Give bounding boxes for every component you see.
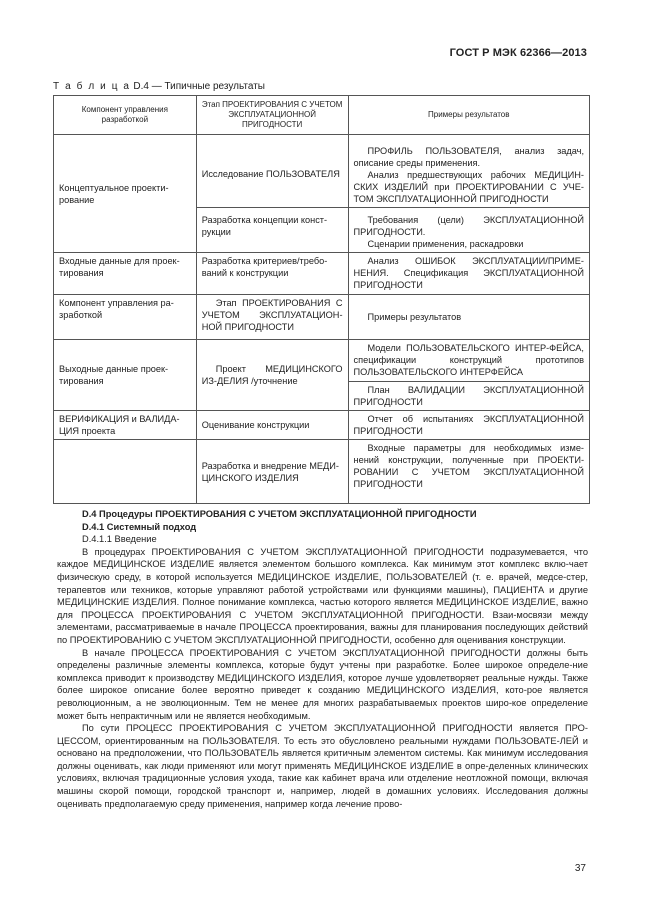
stage-cell: Разработка и внедрение МЕДИ-ЦИНСКОГО ИЗДЕЛИЯ xyxy=(196,440,348,504)
result-line: Требования (цели) ЭКСПЛУАТАЦИОННОЙ ПРИГОДНОСТИ. xyxy=(353,215,584,237)
page-number: 37 xyxy=(574,863,586,874)
result-line: Сценарии применения, раскадровки xyxy=(367,239,524,249)
table-caption-title: D.4 — Типичные результаты xyxy=(130,81,265,92)
component-cell: Компонент управления ра-зработкой xyxy=(54,295,197,340)
result-cell xyxy=(348,135,589,208)
table-row xyxy=(54,440,590,504)
header-stage: Этап ПРОЕКТИРОВАНИЯ С УЧЕТОМ ЭКСПЛУАТАЦИОННОЙ ПРИГОДНОСТИ xyxy=(196,96,348,135)
subsection-heading: D.4.1 Системный подход xyxy=(82,521,197,532)
table-row xyxy=(54,340,590,382)
stage-cell: Оценивание конструкции xyxy=(196,411,348,440)
result-line: Примеры результатов xyxy=(367,312,462,322)
result-line: Анализ ОШИБОК ЭКСПЛУАТАЦИИ/ПРИМЕ-НЕНИЯ. Спецификация ЭКСПЛУАТАЦИОННОЙ ПРИГОДНОСТИ xyxy=(353,256,584,290)
paragraph: По сути ПРОЦЕСС ПРОЕКТИРОВАНИЯ С УЧЕТОМ ЭКСПЛУАТАЦИОННОЙ ПРИГОДНОСТИ является ПРО-ЦЕССОМ, ориентированным на ПОЛЬЗОВАТЕЛЯ. То есть это обусловлено реальными нуждами ПОЛЬЗОВАТЕ-ЛЕЙ и основано на предположении, что ПОЛЬЗОВАТЕЛЬ является критичным элементом системы. Как минимум исследования должны оценивать, как люди применяют или могут применять МЕДИЦИНСКОЕ ИЗДЕЛИЕ в опре-деленных клинических условиях, включая традиционные условия ухода, такие как кабинет врача или отделение неотложной помощи, включая машины скорой помощи, городской транспорт и, например, людей в домашних условиях. Исследования должны оценивать предполагаемую среду применения, например когда лечение прово- xyxy=(57,723,588,809)
subsubsection-heading: D.4.1.1 Введение xyxy=(82,534,157,545)
result-line: Анализ предшествующих рабочих МЕДИЦИН-СКИХ ИЗДЕЛИЙ при ПРОЕКТИРОВАНИИ С УЧЕ-ТОМ ЭКСПЛУАТАЦИОННОЙ ПРИГОДНОСТИ xyxy=(353,170,584,204)
result-cell xyxy=(348,295,589,340)
table-header-row xyxy=(54,96,590,135)
component-cell: ВЕРИФИКАЦИЯ и ВАЛИДА-ЦИЯ проекта xyxy=(54,411,197,440)
result-line: Отчет об испытаниях ЭКСПЛУАТАЦИОННОЙ ПРИГОДНОСТИ xyxy=(353,414,584,436)
component-cell xyxy=(54,440,197,504)
stage-cell: Разработка концепции конст-рукции xyxy=(196,208,348,253)
result-line: Входные параметры для необходимых изме-нений конструкции, полученные при ПРОЕКТИ-РОВАНИИ С УЧЕТОМ ЭКСПЛУАТАЦИОННОЙ ПРИГОДНОСТИ xyxy=(353,443,584,489)
table-caption-prefix: Т а б л и ц а xyxy=(53,81,131,92)
paragraph: В начале ПРОЦЕССА ПРОЕКТИРОВАНИЯ С УЧЕТОМ ЭКСПЛУАТАЦИОННОЙ ПРИГОДНОСТИ должны быть определены различные элементы комплекса, которые будут учтены при разработке. Более широкое определе-ние комплекса приводит к производству МЕДИЦИНСКОГО ИЗДЕЛИЯ, которое лучше удовлетворяет реальные нужды. Также более широкое описание более вероятно приведет к созданию МЕДИЦИНСКОГО ИЗДЕЛИЯ, кото-рое является революционным, а не эволюционным. Тем не менее для многих разрабатываемых проектов широ-кое определение может быть непрактичным или не является необходимым. xyxy=(57,647,588,721)
component-cell: Входные данные для проек-тирования xyxy=(54,253,197,295)
result-cell xyxy=(348,411,589,440)
stage-text: Этап ПРОЕКТИРОВАНИЯ С УЧЕТОМ ЭКСПЛУАТАЦИОН-НОЙ ПРИГОДНОСТИ xyxy=(201,298,343,332)
document-standard-id: ГОСТ Р МЭК 62366—2013 xyxy=(449,47,587,59)
result-cell xyxy=(348,340,589,382)
stage-cell: Разработка критериев/требо-ваний к конструкции xyxy=(196,253,348,295)
table-caption xyxy=(53,81,265,92)
result-line: ПРОФИЛЬ ПОЛЬЗОВАТЕЛЯ, анализ задач, описание среды применения. xyxy=(353,146,584,168)
header-component: Компонент управления разработкой xyxy=(54,96,197,135)
result-cell xyxy=(348,382,589,411)
table-row xyxy=(54,411,590,440)
table-row xyxy=(54,135,590,208)
paragraph: В процедурах ПРОЕКТИРОВАНИЯ С УЧЕТОМ ЭКСПЛУАТАЦИОННОЙ ПРИГОДНОСТИ подразумевается, что каждое МЕДИЦИНСКОЕ ИЗДЕЛИЕ является элементом большого комплекса. Как минимум этот комплекс вклю-чает физическую среду, в которой используется МЕДИЦИНСКОЕ ИЗДЕЛИЕ, ПОЛЬЗОВАТЕЛЕЙ (т. е. врачей, медсе-стер, терапевтов или техников, которые управляют работой устройствами или функциями машины), ПАЦИЕНТА и другие МЕДИЦИНСКИЕ ИЗДЕЛИЯ. Полное понимание комплекса, частью которого является МЕДИЦИНСКОЕ ИЗДЕЛИЕ, важно для ПРОЦЕССА ПРОЕКТИРОВАНИЯ С УЧЕТОМ ЭКСПЛУАТАЦИОННОЙ ПРИГОДНОСТИ. Взаи-мосвязи между элементами, рассматриваемые в начале ПРОЦЕССА проектирования, важны для планирования последующих действий по ПРОЕКТИРОВАНИЮ С УЧЕТОМ ЭКСПЛУАТАЦИОННОЙ ПРИГОДНОСТИ, особенно для оценивания конструкции. xyxy=(57,546,588,645)
result-line: План ВАЛИДАЦИИ ЭКСПЛУАТАЦИОННОЙ ПРИГОДНОСТИ xyxy=(353,385,584,407)
results-table xyxy=(53,95,590,504)
result-cell xyxy=(348,208,589,253)
section-body xyxy=(57,508,588,810)
table-row xyxy=(54,295,590,340)
component-cell: Выходные данные проек-тирования xyxy=(54,340,197,411)
result-cell xyxy=(348,253,589,295)
header-results: Примеры результатов xyxy=(348,96,589,135)
table-row xyxy=(54,253,590,295)
component-cell: Концептуальное проекти-рование xyxy=(54,135,197,253)
stage-text: Проект МЕДИЦИНСКОГО ИЗ-ДЕЛИЯ /уточнение xyxy=(201,364,343,386)
stage-cell xyxy=(196,340,348,411)
paragraphs xyxy=(57,546,588,810)
stage-cell xyxy=(196,295,348,340)
result-cell xyxy=(348,440,589,504)
result-line: Модели ПОЛЬЗОВАТЕЛЬСКОГО ИНТЕР-ФЕЙСА, спецификации конструкций прототипов ПОЛЬЗОВАТЕЛЬСКОГО ИНТЕРФЕЙСА xyxy=(353,343,584,377)
stage-cell: Исследование ПОЛЬЗОВАТЕЛЯ xyxy=(196,135,348,208)
section-heading: D.4 Процедуры ПРОЕКТИРОВАНИЯ С УЧЕТОМ ЭКСПЛУАТАЦИОННОЙ ПРИГОДНОСТИ xyxy=(82,509,477,519)
